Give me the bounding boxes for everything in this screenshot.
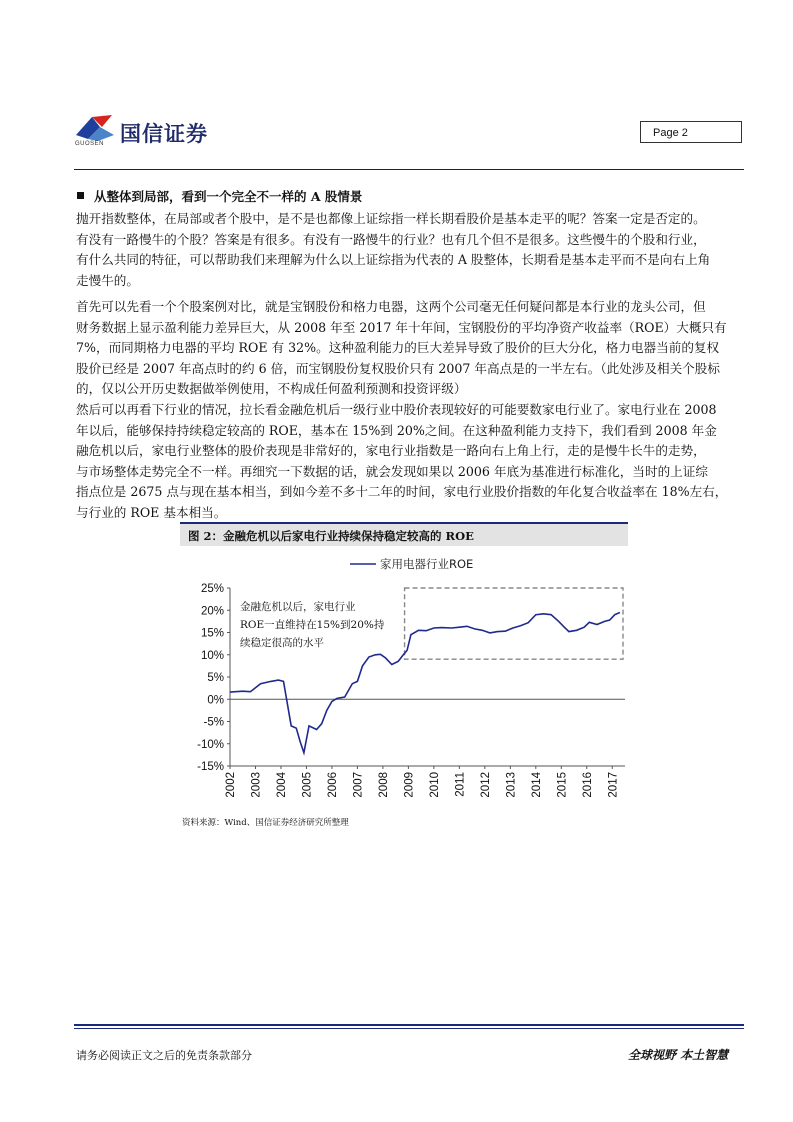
- x-tick-label: 2003: [250, 772, 263, 798]
- x-tick-label: 2007: [352, 772, 365, 798]
- y-tick-label: -10%: [197, 738, 224, 751]
- paragraph-line: 指点位是 2675 点与现在基本相当，到如今差不多十二年的时间，家电行业股价指数的年化复合收益率在 18%左右，: [76, 484, 728, 499]
- chart-annotation: ROE一直维持在15%到20%持: [240, 619, 385, 631]
- footer-slogan: 全球视野 本土智慧: [628, 1048, 729, 1062]
- paragraph-line: 7%，而同期格力电器的平均 ROE 有 32%。这种盈利能力的巨大差异导致了股价的巨大分化，格力电器当前的复权: [76, 340, 720, 355]
- y-tick-label: -5%: [203, 716, 224, 729]
- paragraph-3: [76, 400, 744, 523]
- y-tick-label: 0%: [207, 694, 224, 707]
- paragraph-line: 财务数据上显示盈利能力差异巨大，从 2008 年至 2017 年十年间，宝钢股份的平均净资产收益率（ROE）大概只有: [76, 319, 727, 335]
- x-tick-label: 2005: [301, 772, 314, 798]
- x-tick-label: 2014: [530, 772, 543, 798]
- section-title: [77, 187, 362, 205]
- x-tick-label: 2004: [275, 772, 288, 798]
- x-tick-label: 2002: [225, 772, 237, 798]
- paragraph-1: [76, 209, 744, 291]
- paragraph-2: [76, 297, 744, 400]
- paragraph-line: 有什么共同的特征，可以帮助我们来理解为什么以上证综指为代表的 A 股整体，长期看是基本走平而不是向右上角: [76, 252, 711, 267]
- paragraph-line: 首先可以先看一个个股案例对比，就是宝钢股份和格力电器，这两个公司毫无任何疑问都是本行业的龙头公司，但: [76, 299, 706, 314]
- x-tick-label: 2009: [403, 772, 416, 798]
- logo-subtext: GUOSEN: [75, 141, 105, 147]
- figure-source: 资料来源：Wind、国信证券经济研究所整理: [182, 818, 349, 828]
- x-tick-label: 2008: [377, 772, 390, 798]
- footer-disclaimer: 请务必阅读正文之后的免责条款部分: [76, 1049, 252, 1062]
- roe-line-chart: [180, 548, 630, 813]
- y-tick-label: 5%: [207, 672, 224, 684]
- x-tick-label: 2015: [556, 772, 569, 798]
- x-tick-label: 2017: [607, 772, 620, 798]
- highlight-box: [405, 588, 623, 659]
- paragraph-line: 融危机以后，家电行业整体的股价表现是非常好的，家电行业指数是一路向右上角上行，走的是慢牛长牛的走势，: [76, 443, 706, 458]
- paragraph-line: 然后可以再看下行业的情况，拉长看金融危机后一级行业中股价表现较好的可能要数家电行业了。家电行业在 2008: [76, 402, 717, 417]
- page-number-box: Page 2: [640, 121, 742, 143]
- logo-text: 国信证券: [120, 121, 208, 146]
- paragraph-line: 有没有一路慢牛的个股？答案是有很多。有没有一路慢牛的行业？也有几个但不是很多。这些慢牛的个股和行业，: [76, 231, 706, 247]
- section-title-text: 从整体到局部，看到一个完全不一样的 A 股情景: [94, 189, 363, 204]
- paragraph-line: 股价已经是 2007 年高点时的约 6 倍，而宝钢股份复权股价只有 2007 年高点是的一半左右。（此处涉及相关个股标: [76, 360, 720, 376]
- footer-divider-thin: [74, 1028, 744, 1029]
- bullet-square-icon: [77, 192, 84, 199]
- x-tick-label: 2011: [454, 772, 467, 797]
- guosen-logo: [74, 113, 118, 143]
- x-tick-label: 2010: [428, 772, 441, 798]
- paragraph-line: 走慢牛的。: [76, 272, 139, 288]
- x-tick-label: 2016: [581, 772, 594, 798]
- y-tick-label: 10%: [200, 649, 224, 662]
- series-line: [230, 613, 620, 753]
- header-divider: [74, 169, 744, 170]
- y-tick-label: 15%: [200, 627, 224, 640]
- paragraph-line: 与市场整体走势完全不一样。再细究一下数据的话，就会发现如果以 2006 年底为基准进行标准化，当时的上证综: [76, 463, 708, 479]
- y-tick-label: 25%: [200, 583, 224, 595]
- x-tick-label: 2013: [505, 772, 518, 798]
- figure-title: 图 2：金融危机以后家电行业持续保持稳定较高的 ROE: [180, 522, 628, 546]
- chart-annotation: 金融危机以后，家电行业: [240, 601, 356, 613]
- x-tick-label: 2006: [326, 772, 339, 798]
- x-tick-label: 2012: [479, 772, 492, 798]
- paragraph-line: 抛开指数整体，在局部或者个股中，是不是也都像上证综指一样长期看股价是基本走平的呢？答案一定是否定的。: [76, 211, 706, 226]
- y-tick-label: 20%: [200, 605, 224, 618]
- legend-label: 家用电器行业ROE: [380, 557, 474, 571]
- footer-divider: [74, 1024, 744, 1026]
- paragraph-line: 的，仅以公开历史数据做举例使用，不构成任何盈利预测和投资评级）: [76, 381, 467, 396]
- paragraph-line: 与行业的 ROE 基本相当。: [76, 504, 227, 520]
- y-tick-label: -15%: [197, 761, 224, 773]
- chart-annotation: 续稳定很高的水平: [240, 637, 324, 649]
- paragraph-line: 年以后，能够保持持续稳定较高的 ROE，基本在 15%到 20%之间。在这种盈利能力支持下，我们看到 2008 年金: [76, 422, 717, 438]
